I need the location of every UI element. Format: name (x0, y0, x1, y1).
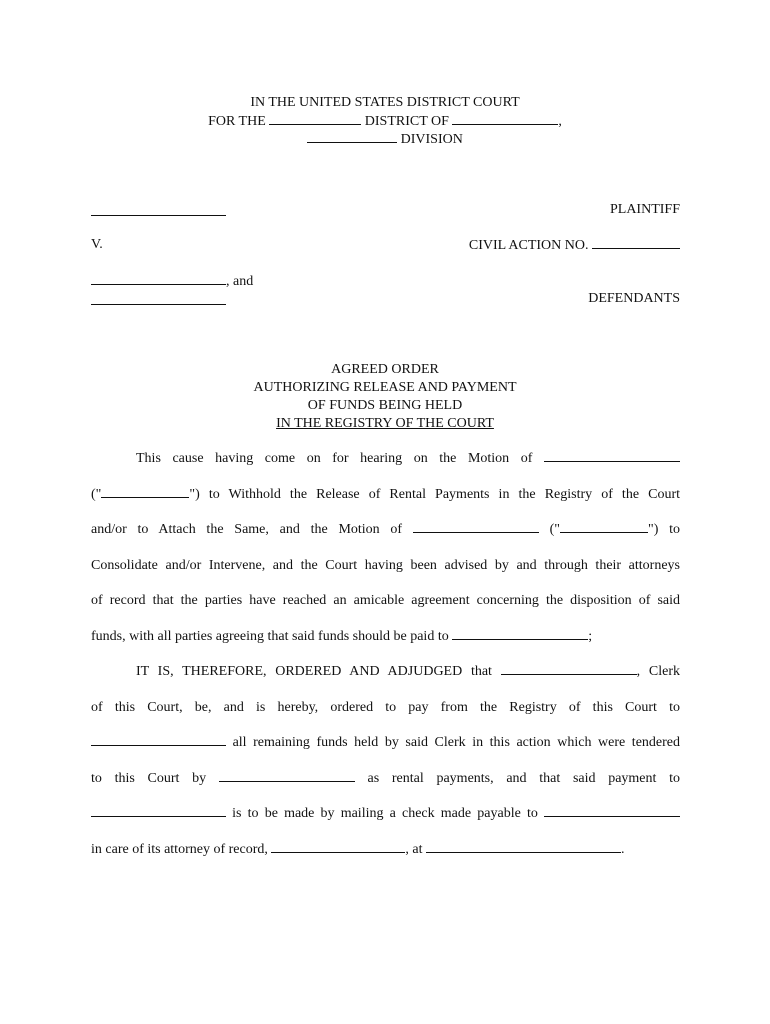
plaintiff-name-blank[interactable] (91, 203, 226, 216)
order-title-line1: AGREED ORDER (331, 362, 439, 377)
defendant2-name-blank[interactable] (91, 292, 226, 305)
para1-text6: funds, with all parties agreeing that said funds should be paid to (91, 628, 449, 644)
para2-line6 (91, 832, 680, 868)
recipient-blank[interactable] (91, 733, 226, 746)
para1-line5: of record that the parties have reached an amicable agreement concerning the disposition of said (91, 593, 680, 608)
for-the-text: FOR THE (208, 114, 266, 129)
comma-text: , (558, 114, 562, 129)
para2-text6a: in care of its attorney of record, (91, 841, 268, 857)
intervenor-name-blank[interactable] (413, 520, 539, 533)
para1-line3 (91, 512, 680, 548)
paragraph-motion (91, 441, 680, 654)
order-title-underlined: IN THE REGISTRY OF THE COURT (276, 416, 494, 431)
para2-text5: is to be made by mailing a check made payable to (232, 806, 538, 821)
para2-text1: IT IS, THEREFORE, ORDERED AND ADJUDGED that (136, 664, 492, 679)
clerk-name-blank[interactable] (501, 662, 637, 675)
division-blank[interactable] (307, 130, 397, 143)
para2-text3: all remaining funds held by said Clerk in this action which were tendered (232, 735, 680, 750)
para1-text3b: ") to (647, 522, 680, 537)
versus-label: V. (91, 237, 103, 252)
movant-short-name-blank[interactable] (101, 485, 189, 498)
para2-text6b: , at (405, 841, 423, 857)
movant-name-blank[interactable] (544, 449, 680, 462)
defendant1-name-blank[interactable] (91, 272, 226, 285)
para1-line4: Consolidate and/or Intervene, and the Court having been advised by and through their attorneys (91, 557, 680, 573)
order-title-line3: OF FUNDS BEING HELD (307, 398, 463, 413)
payment-recipient-blank[interactable] (91, 804, 226, 817)
attorney-name-blank[interactable] (271, 840, 405, 853)
attorney-address-blank[interactable] (426, 840, 621, 853)
order-title-line4 (0, 415, 770, 433)
para1-line2 (91, 477, 680, 513)
paragraph-order (91, 654, 680, 867)
para2-line2: of this Court, be, and is hereby, ordered to pay from the Registry of this Court to (91, 699, 680, 715)
para2-text4b: as rental payments, and that said payment to (367, 770, 680, 786)
para1-semicolon: ; (588, 628, 593, 644)
para1-text1: This cause having come on for hearing on the Motion of (136, 451, 533, 466)
payee-blank[interactable] (452, 627, 588, 640)
civil-action-number-blank[interactable] (592, 236, 680, 249)
para1-quote-open2: (" (549, 522, 560, 537)
para2-line5 (91, 796, 680, 832)
para1-text2: ") to Withhold the Release of Rental Payments in the Registry of the Court (189, 486, 680, 502)
intervenor-short-name-blank[interactable] (560, 520, 648, 533)
para2-line4 (91, 761, 680, 797)
district-of-text: DISTRICT OF (364, 114, 449, 129)
court-heading-line2 (0, 112, 770, 131)
para2-line1 (91, 654, 680, 690)
para2-clerk-text: , Clerk (636, 664, 680, 679)
para2-text4a: to this Court by (91, 770, 207, 786)
para1-text3: and/or to Attach the Same, and the Motion of (91, 522, 403, 537)
defendant1-line (91, 272, 253, 291)
court-heading-line1: IN THE UNITED STATES DISTRICT COURT (250, 95, 520, 110)
defendants-label: DEFENDANTS (588, 291, 680, 306)
state-blank[interactable] (452, 112, 558, 125)
and-text: , and (226, 274, 254, 289)
civil-action-line (469, 236, 680, 255)
para2-line3 (91, 725, 680, 761)
district-blank[interactable] (269, 112, 361, 125)
check-payee-blank[interactable] (544, 804, 680, 817)
para1-quote-open: (" (91, 486, 102, 502)
plaintiff-label: PLAINTIFF (609, 202, 680, 217)
civil-action-label: CIVIL ACTION NO. (468, 238, 589, 253)
tendering-party-blank[interactable] (219, 769, 355, 782)
para2-period: . (620, 841, 625, 857)
para1-line1 (91, 441, 680, 477)
division-text: DIVISION (400, 132, 463, 147)
order-title-line2: AUTHORIZING RELEASE AND PAYMENT (253, 380, 517, 395)
court-heading-line3 (0, 130, 770, 149)
para1-line6 (91, 619, 680, 655)
